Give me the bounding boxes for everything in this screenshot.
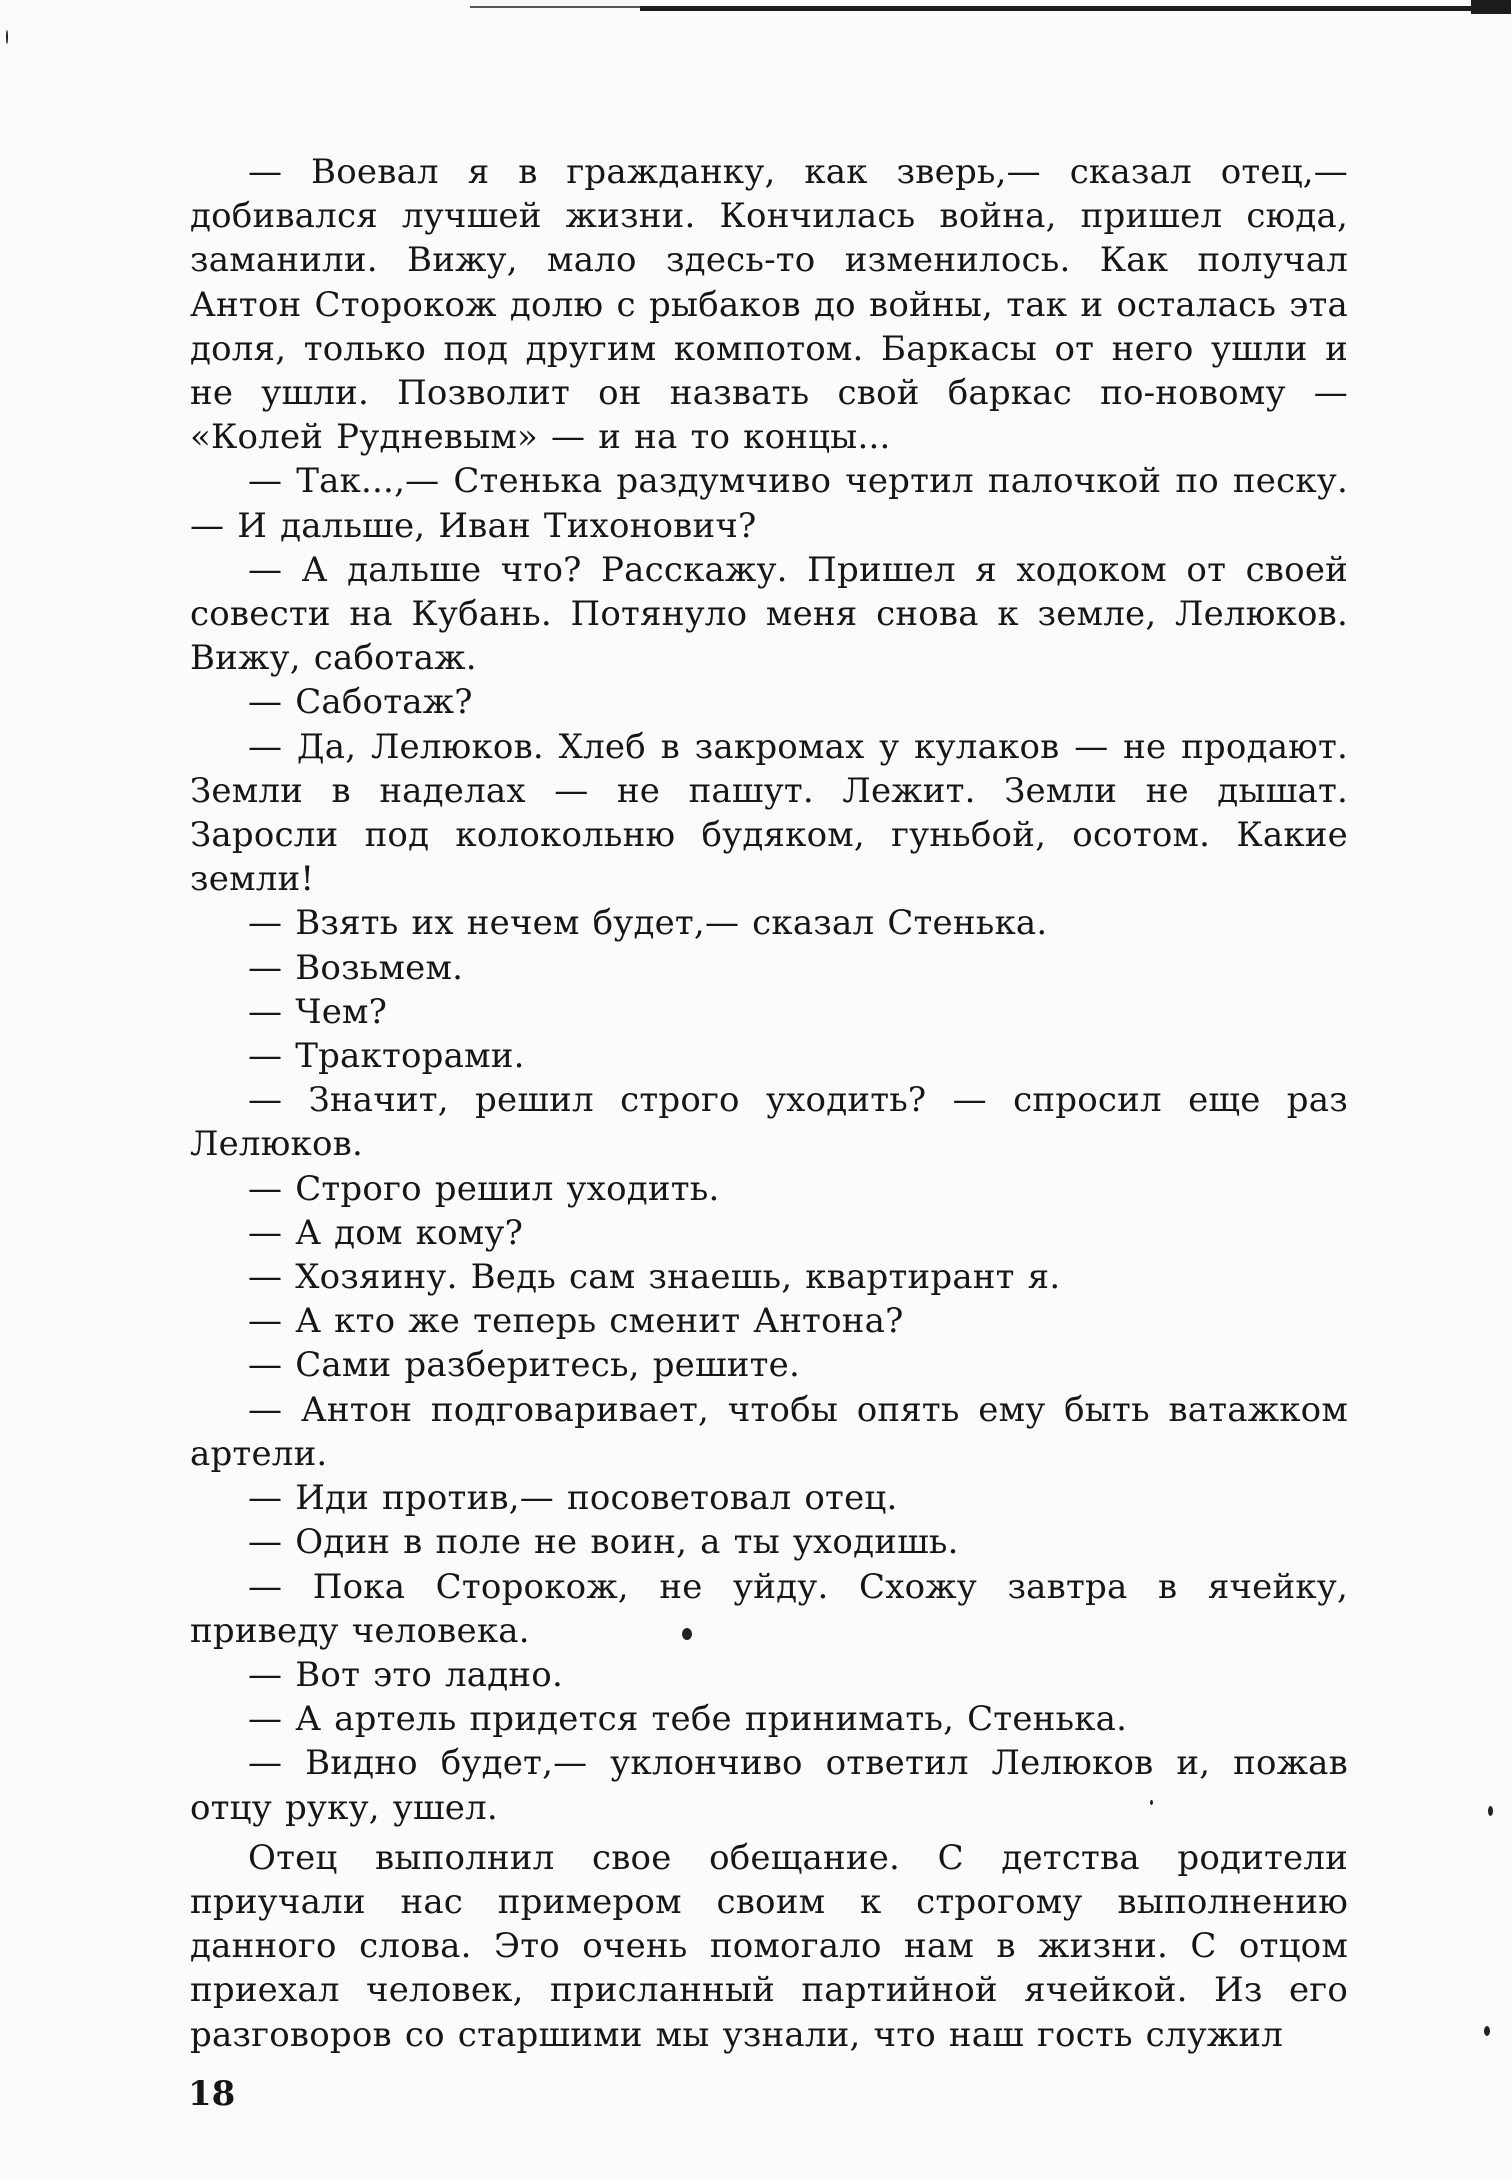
paragraph: — Видно будет,— уклончиво ответил Лелюков и, пожав отцу руку, ушел. bbox=[190, 1743, 1348, 1828]
paragraph: — Хозяину. Ведь сам знаешь, квартирант я. bbox=[248, 1257, 1061, 1298]
paragraph: — Антон подговаривает, чтобы опять ему быть ватажком артели. bbox=[190, 1389, 1348, 1474]
ink-speck bbox=[1488, 1806, 1493, 1816]
ink-speck bbox=[1484, 2026, 1490, 2036]
paragraph: — Строго решил уходить. bbox=[248, 1168, 720, 1209]
paragraph: — Да, Лелюков. Хлеб в закромах у кулаков — не продают. Земли в наделах — не пашут. Лежит. Земли не дышат. Заросли под колокольню будяком, гуньбой, осотом. Какие земли! bbox=[190, 726, 1348, 900]
ink-speck bbox=[6, 30, 8, 44]
ink-speck bbox=[1150, 1800, 1153, 1805]
paragraph: — Взять их нечем будет,— сказал Стенька. bbox=[248, 903, 1048, 944]
narrative-paragraph: Отец выполнил свое обещание. С детства родители приучали нас примером своим к строгому выполнению данного слова. Это очень помогало нам в жизни. С отцом приехал человек, присланный партийной ячейкой. Из его разговоров со старшими мы узнали, что наш гость служил bbox=[190, 1837, 1348, 2055]
paragraph: — Сами разберитесь, решите. bbox=[248, 1345, 800, 1386]
ink-speck bbox=[682, 1628, 692, 1640]
paragraph: — Возьмем. bbox=[248, 947, 464, 988]
paragraph: — Тракторами. bbox=[248, 1036, 525, 1077]
paragraph: — А дальше что? Расскажу. Пришел я ходоком от своей совести на Кубань. Потянуло меня снова к земле, Лелюков. Вижу, саботаж. bbox=[190, 549, 1348, 679]
paragraph: — Воевал я в гражданку, как зверь,— сказал отец,— добивался лучшей жизни. Кончилась война, пришел сюда, заманили. Вижу, мало здесь-то изменилось. Как получал Антон Сторокож долю с рыбаков до войны, так и осталась эта доля, только под другим компотом. Баркасы от него ушли и не ушли. Позволит он назвать свой баркас по-новому — «Колей Рудневым» — и на то концы... bbox=[190, 152, 1348, 458]
top-edge-mark bbox=[640, 6, 1511, 11]
paragraph: — Значит, решил строго уходить? — спросил еще раз Лелюков. bbox=[190, 1080, 1348, 1165]
paragraph: — Чем? bbox=[248, 991, 388, 1032]
paragraph: — А кто же теперь сменит Антона? bbox=[248, 1301, 904, 1342]
paragraph: — Иди против,— посоветовал отец. bbox=[248, 1478, 898, 1519]
paragraph: — Так...,— Стенька раздумчиво чертил палочкой по песку.— И дальше, Иван Тихонович? bbox=[190, 461, 1348, 546]
page-number: 18 bbox=[188, 2074, 236, 2114]
paragraph: — Саботаж? bbox=[248, 682, 473, 723]
top-edge-mark-thin bbox=[470, 6, 640, 8]
paragraph: — А дом кому? bbox=[248, 1212, 524, 1253]
paragraph: — Пока Сторокож, не уйду. Схожу завтра в ячейку, приведу человека. bbox=[190, 1566, 1348, 1651]
paragraph: — Один в поле не воин, а ты уходишь. bbox=[248, 1522, 959, 1563]
page-body bbox=[190, 150, 1348, 2057]
paragraph: — Вот это ладно. bbox=[248, 1654, 563, 1695]
corner-mark bbox=[1471, 0, 1511, 14]
paragraph: — А артель придется тебе принимать, Стенька. bbox=[248, 1699, 1128, 1740]
